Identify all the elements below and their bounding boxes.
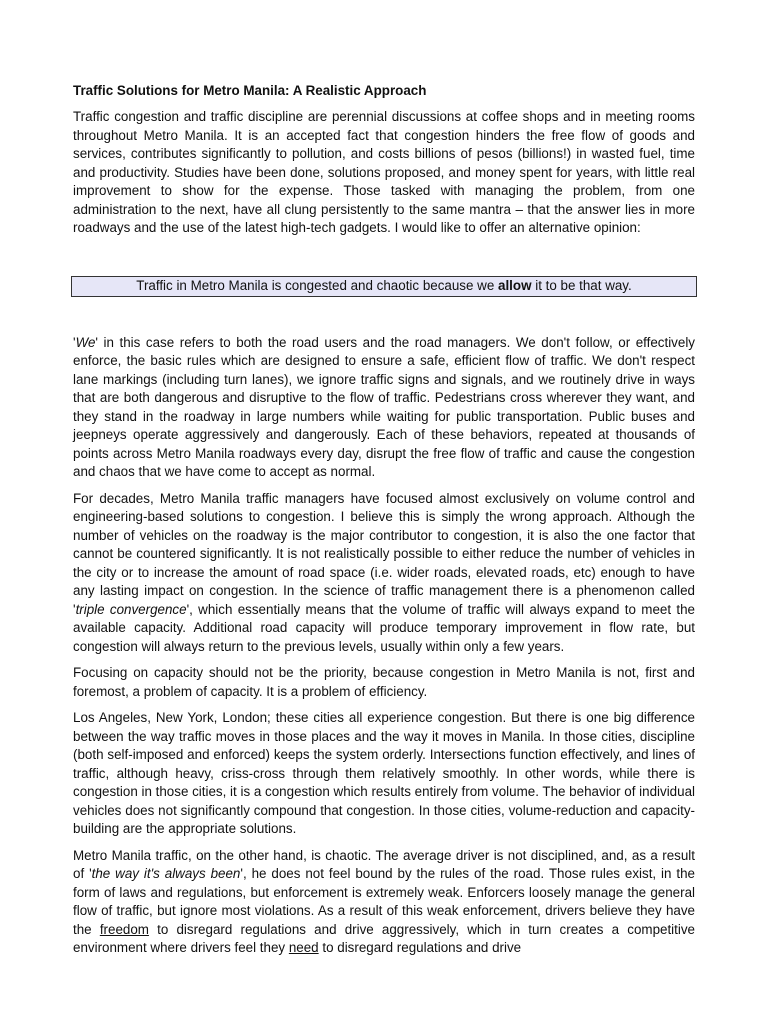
paragraph-chaotic-part4: to disregard regulations and drive	[318, 940, 522, 955]
underline-freedom: freedom	[99, 921, 149, 937]
intro-paragraph: Traffic congestion and traffic discipline are perennial discussions at coffee shops and in meeting rooms throughout Metro Manila. It is an accepted fact that congestion hinders the free flow of goods and services, contributes significantly to pollution, and costs billions of pesos (billions!) in wasted fuel, time and productivity. Studies have been done, solutions proposed, and money spent for years, with little real improvement to show for the expense. Those tasked with managing the problem, from one administration to the next, have all clung persistently to the same mantra – that the answer lies in more roadways and the use of the latest high-tech gadgets. I would like to offer an alternative opinion:	[73, 109, 695, 235]
italic-triple-convergence: triple convergence	[75, 601, 187, 617]
callout-text-after: it to be that way.	[531, 277, 632, 293]
italic-we: We	[75, 334, 96, 350]
document-page	[73, 82, 695, 958]
callout-box	[71, 276, 697, 297]
paragraph-chaotic	[73, 847, 695, 958]
paragraph-capacity: Focusing on capacity should not be the priority, because congestion in Metro Manila is not, first and foremost, a problem of capacity. It is a problem of efficiency.	[73, 665, 695, 699]
paragraph-we	[73, 334, 695, 482]
italic-way-always-been: the way it's always been	[91, 866, 241, 881]
callout-text-before: Traffic in Metro Manila is congested and chaotic because we	[136, 277, 499, 293]
paragraph-we-text: ' in this case refers to both the road users and the road managers. We don't follow, or effectively enforce, the basic rules which are designed to ensure a safe, efficient flow of traffic. We don't respect lane markings (including turn lanes), we ignore traffic signs and signals, and we routinely drive in ways that are both dangerous and disruptive to the flow of traffic. Pedestrians cross wherever they want, and they stand in the roadway in large numbers while waiting for public transportation. Public buses and jeepneys operate aggressively and dangerously. Each of these behaviors, repeated at thousands of points across Metro Manila roadways every day, disrupt the free flow of traffic and cause the congestion and chaos that we have come to accept as normal.	[73, 334, 695, 479]
paragraph-decades-before: For decades, Metro Manila traffic managers have focused almost exclusively on volume control and engineering-based solutions to congestion. I believe this is simply the wrong approach. Although the number of vehicles on the roadway is the major contributor to congestion, it is also the one factor that cannot be countered significantly. It is not realistically possible to either reduce the number of vehicles in the city or to increase the amount of road space (i.e. wider roads, elevated roads, etc) enough to have any lasting impact on congestion. In the science of traffic management there is a phenomenon called '	[73, 490, 695, 617]
paragraph-chaotic-part3: to disregard regulations and drive aggressively, which in turn creates a competitive environment where drivers feel they	[73, 921, 695, 955]
paragraph-decades-after: ', which essentially means that the volume of traffic will always expand to meet the available capacity. Additional road capacity will produce temporary improvement in flow rate, but congestion will always return to the previous levels, usually within only a few years.	[73, 601, 695, 654]
callout-bold-word: allow	[498, 277, 532, 293]
paragraph-chaotic-part2: ', he does not feel bound by the rules of the road. Those rules exist, in the form of laws and regulations, but enforcement is extremely weak. Enforcers loosely manage the general flow of traffic, but ignore most violations. As a result of this weak enforcement, drivers believe they have the	[73, 866, 695, 937]
paragraph-cities: Los Angeles, New York, London; these cities all experience congestion. But there is one big difference between the way traffic moves in those places and the way it moves in Manila. In those cities, discipline (both self-imposed and enforced) keeps the system orderly. Intersections function effectively, and lines of traffic, although heavy, criss-cross through them relatively smoothly. In other words, while there is congestion in those cities, it is a congestion which results entirely from volume. The behavior of individual vehicles does not significantly compound that congestion. In those cities, volume-reduction and capacity-building are the appropriate solutions.	[73, 710, 695, 836]
document-title: Traffic Solutions for Metro Manila: A Realistic Approach	[73, 83, 427, 98]
paragraph-chaotic-part1: Metro Manila traffic, on the other hand, is chaotic. The average driver is not disciplined, and, as a result of '	[73, 847, 695, 881]
paragraph-decades	[73, 490, 695, 657]
underline-need: need	[288, 940, 319, 955]
quote-mark: '	[73, 334, 76, 350]
